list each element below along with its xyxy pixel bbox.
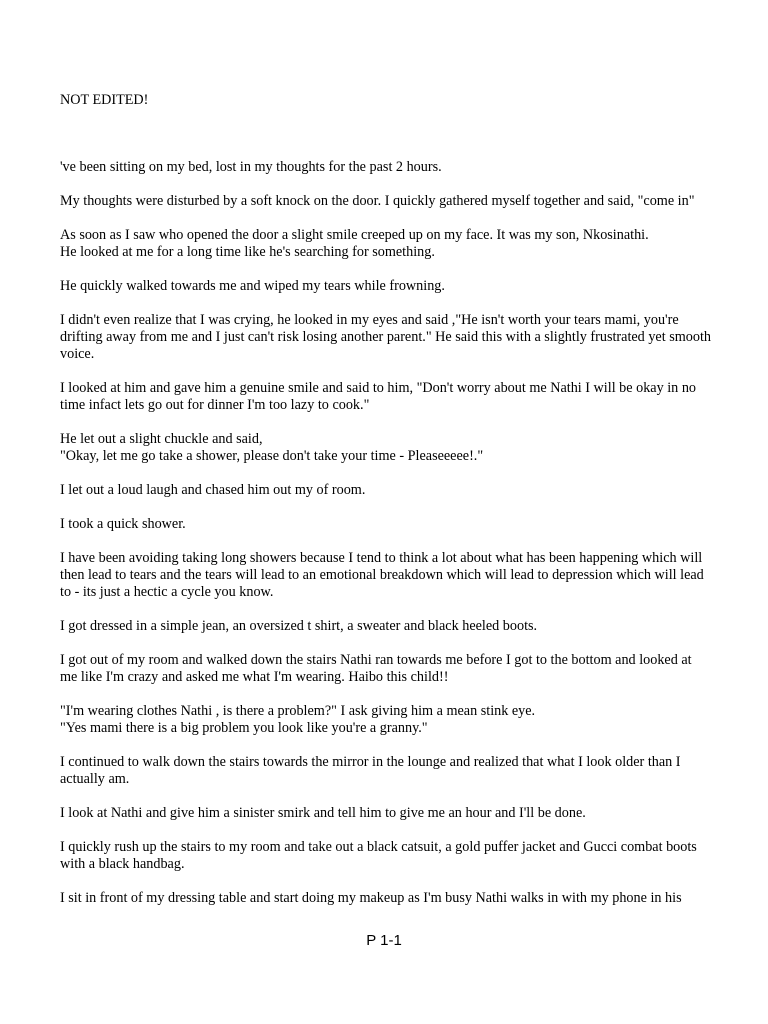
paragraph: I got dressed in a simple jean, an oversized t shirt, a sweater and black heeled boots. xyxy=(60,618,538,634)
paragraph: I continued to walk down the stairs towards the mirror in the lounge and realized that what I look older than I actually am. xyxy=(60,754,681,787)
paragraph: I took a quick shower. xyxy=(60,516,186,532)
page-number: P 1-1 xyxy=(366,932,402,949)
paragraph: I didn't even realize that I was crying, he looked in my eyes and said ,"He isn't worth your tears mami, you're drifting away from me and I just can't risk losing another parent." He said this with a slightly frustrated yet smooth voice. xyxy=(60,312,711,362)
document-heading: NOT EDITED! xyxy=(60,92,149,108)
paragraph: 've been sitting on my bed, lost in my thoughts for the past 2 hours. xyxy=(60,159,442,175)
paragraph-list xyxy=(60,159,712,907)
paragraph: As soon as I saw who opened the door a slight smile creeped up on my face. It was my son, Nkosinathi. He looked at me for a long time like he's searching for something. xyxy=(60,227,649,260)
paragraph: He let out a slight chuckle and said, "Okay, let me go take a shower, please don't take your time - Pleaseeeee!." xyxy=(60,431,484,464)
paragraph: I look at Nathi and give him a sinister smirk and tell him to give me an hour and I'll be done. xyxy=(60,805,586,821)
paragraph: My thoughts were disturbed by a soft knock on the door. I quickly gathered myself together and said, "come in" xyxy=(60,193,695,209)
paragraph: I sit in front of my dressing table and start doing my makeup as I'm busy Nathi walks in with my phone in his xyxy=(60,890,682,906)
paragraph: I got out of my room and walked down the stairs Nathi ran towards me before I got to the bottom and looked at me like I'm crazy and asked me what I'm wearing. Haibo this child!! xyxy=(60,652,692,685)
paragraph: I let out a loud laugh and chased him out my of room. xyxy=(60,482,366,498)
paragraph: I quickly rush up the stairs to my room and take out a black catsuit, a gold puffer jacket and Gucci combat boots with a black handbag. xyxy=(60,839,697,872)
document-body xyxy=(60,92,712,924)
paragraph: "I'm wearing clothes Nathi , is there a problem?" I ask giving him a mean stink eye. "Yes mami there is a big problem you look like you're a granny." xyxy=(60,703,536,736)
paragraph: He quickly walked towards me and wiped my tears while frowning. xyxy=(60,278,445,294)
paragraph: I have been avoiding taking long showers because I tend to think a lot about what has been happening which will then lead to tears and the tears will lead to an emotional breakdown which will lead to depression which will lead to - its just a hectic a cycle you know. xyxy=(60,550,704,600)
paragraph: I looked at him and gave him a genuine smile and said to him, "Don't worry about me Nathi I will be okay in no time infact lets go out for dinner I'm too lazy to cook." xyxy=(60,380,697,413)
